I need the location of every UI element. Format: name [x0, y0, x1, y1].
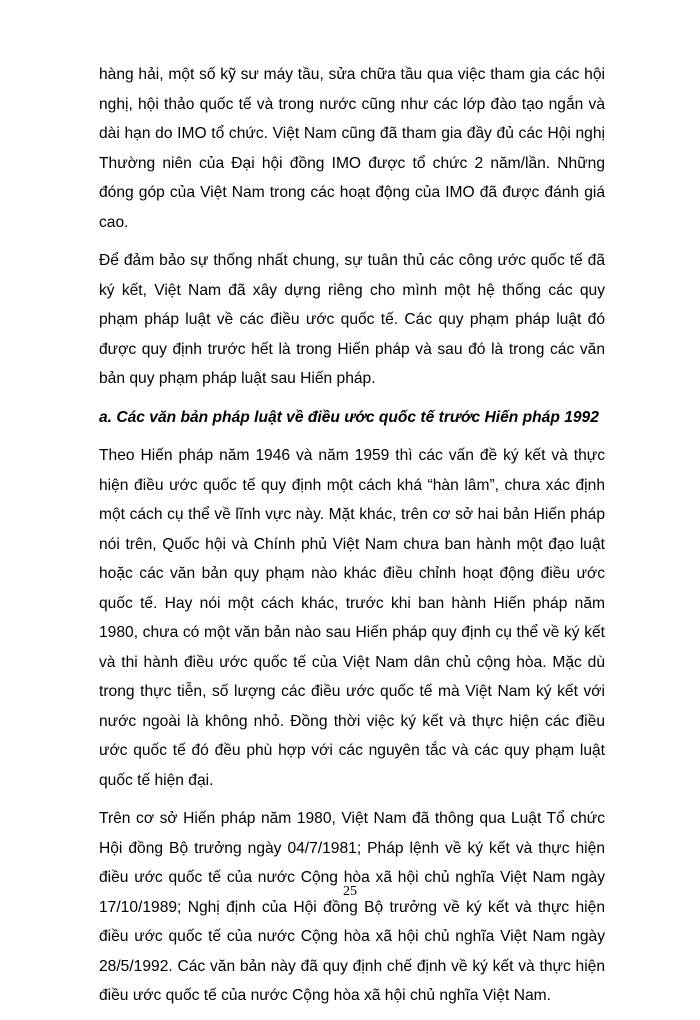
paragraph-constitutions: Theo Hiến pháp năm 1946 và năm 1959 thì các vấn đề ký kết và thực hiện điều ước quốc tế quy định một cách khá “hàn lâm”, chưa xác định một cách cụ thể về lĩnh vực này. Mặt khác, trên cơ sở hai bản Hiến pháp nói trên, Quốc hội và Chính phủ Việt Nam chưa ban hành một đạo luật hoặc các văn bản quy phạm nào khác điều chỉnh hoạt động điều ước quốc tế. Hay nói một cách khác, trước khi ban hành Hiến pháp năm 1980, chưa có một văn bản nào sau Hiến pháp quy định cụ thể về ký kết và thi hành điều ước quốc tế của Việt Nam dân chủ cộng hòa. Mặc dù trong thực tiễn, số lượng các điều ước quốc tế mà Việt Nam ký kết với nước ngoài là không nhỏ. Đồng thời việc ký kết và thực hiện các điều ước quốc tế đó đều phù hợp với các nguyên tắc và các quy phạm luật quốc tế hiện đại. — [99, 447, 605, 789]
page-content — [99, 60, 605, 1020]
paragraph-legal-documents: Trên cơ sở Hiến pháp năm 1980, Việt Nam đã thông qua Luật Tổ chức Hội đồng Bộ trưởng ngày 04/7/1981; Pháp lệnh về ký kết và thực hiện điều ước quốc tế của nước Cộng hòa xã hội chủ nghĩa Việt Nam ngày 17/10/1989; Nghị định của Hội đồng Bộ trưởng về ký kết và thực hiện điều ước quốc tế của nước Cộng hòa xã hội chủ nghĩa Việt Nam ngày 28/5/1992. Các văn bản này đã quy định chế định về ký kết và thực hiện điều ước quốc tế của nước Cộng hòa xã hội chủ nghĩa Việt Nam. — [99, 810, 605, 1004]
paragraph-continued: hàng hải, một số kỹ sư máy tầu, sửa chữa tầu qua việc tham gia các hội nghị, hội thảo quốc tế và trong nước cũng như các lớp đào tạo ngắn và dài hạn do IMO tổ chức. Việt Nam cũng đã tham gia đầy đủ các Hội nghị Thường niên của Đại hội đồng IMO được tổ chức 2 năm/lần. Những đóng góp của Việt Nam trong các hoạt động của IMO đã được đánh giá cao. — [99, 66, 605, 231]
section-heading: a. Các văn bản pháp luật về điều ước quốc tế trước Hiến pháp 1992 — [99, 408, 599, 426]
paragraph-legal-system: Để đảm bảo sự thống nhất chung, sự tuân thủ các công ước quốc tế đã ký kết, Việt Nam đã xây dựng riêng cho mình một hệ thống các quy phạm pháp luật về các điều ước quốc tế. Các quy phạm pháp luật đó được quy định trước hết là trong Hiến pháp và sau đó là trong các văn bản quy phạm pháp luật sau Hiến pháp. — [99, 252, 605, 387]
page-number: 25 — [343, 884, 357, 899]
